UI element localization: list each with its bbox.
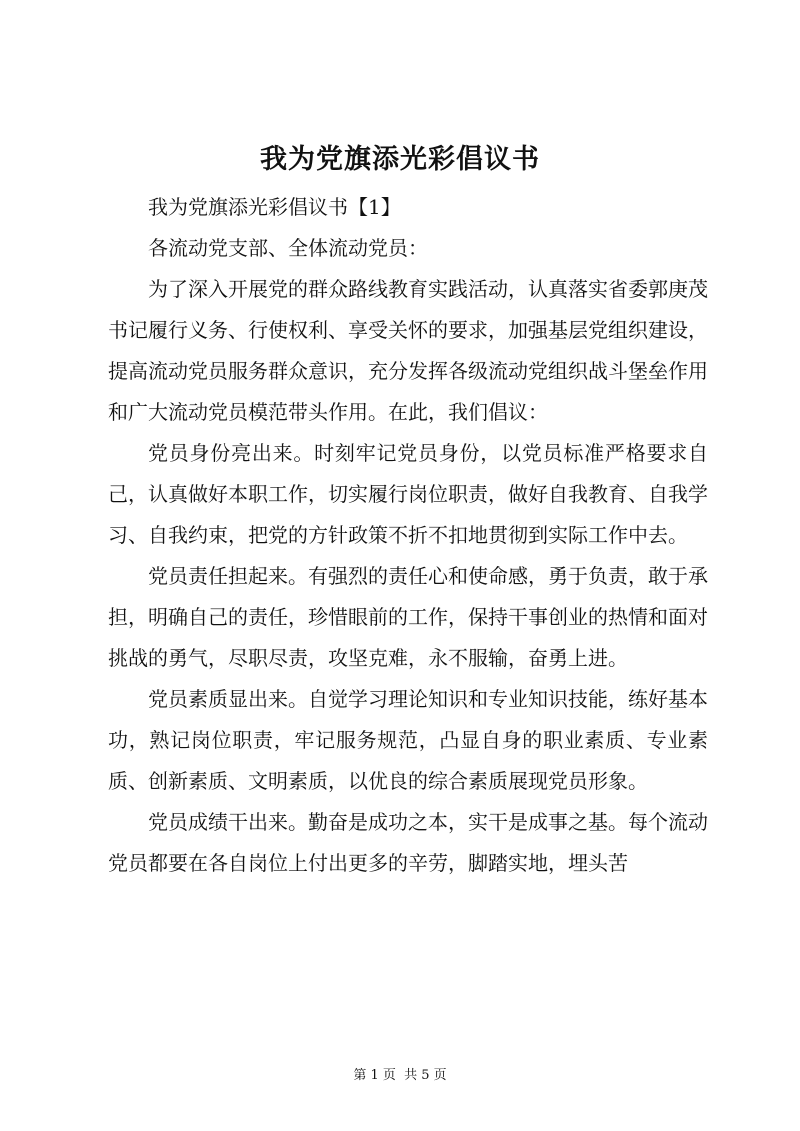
paragraph-intro: 为了深入开展党的群众路线教育实践活动，认真落实省委郭庚茂书记履行义务、行使权利、享受关怀的要求，加强基层党组织建设，提高流动党员服务群众意识，充分发挥各级流动党组织战斗堡垒作用和广大流动党员模范带头作用。在此，我们倡议： xyxy=(108,277,708,424)
page-number-label: 第 1 页 共 5 页 xyxy=(353,1068,447,1083)
paragraph-quality: 党员素质显出来。自觉学习理论知识和专业知识技能，练好基本功，熟记岗位职责，牢记服务规范，凸显自身的职业素质、专业素质、创新素质、文明素质，以优良的综合素质展现党员形象。 xyxy=(108,687,708,793)
paragraph-achievement: 党员成绩干出来。勤奋是成功之本，实干是成事之基。每个流动党员都要在各自岗位上付出更多的辛劳，脚踏实地，埋头苦 xyxy=(108,810,708,875)
paragraph-identity: 党员身份亮出来。时刻牢记党员身份，以党员标准严格要求自己，认真做好本职工作，切实履行岗位职责，做好自我教育、自我学习、自我约束，把党的方针政策不折不扣地贯彻到实际工作中去。 xyxy=(108,441,708,547)
document-body xyxy=(108,187,708,884)
paragraph-salutation: 各流动党支部、全体流动党员： xyxy=(148,236,428,260)
paragraph-responsibility: 党员责任担起来。有强烈的责任心和使命感，勇于负责，敢于承担，明确自己的责任，珍惜眼前的工作，保持干事创业的热情和面对挑战的勇气，尽职尽责，攻坚克难，永不服输，奋勇上进。 xyxy=(108,564,708,670)
page-footer xyxy=(0,1066,800,1086)
document-title: 我为党旗添光彩倡议书 xyxy=(260,144,540,175)
paragraph-heading: 我为党旗添光彩倡议书【1】 xyxy=(148,195,401,219)
